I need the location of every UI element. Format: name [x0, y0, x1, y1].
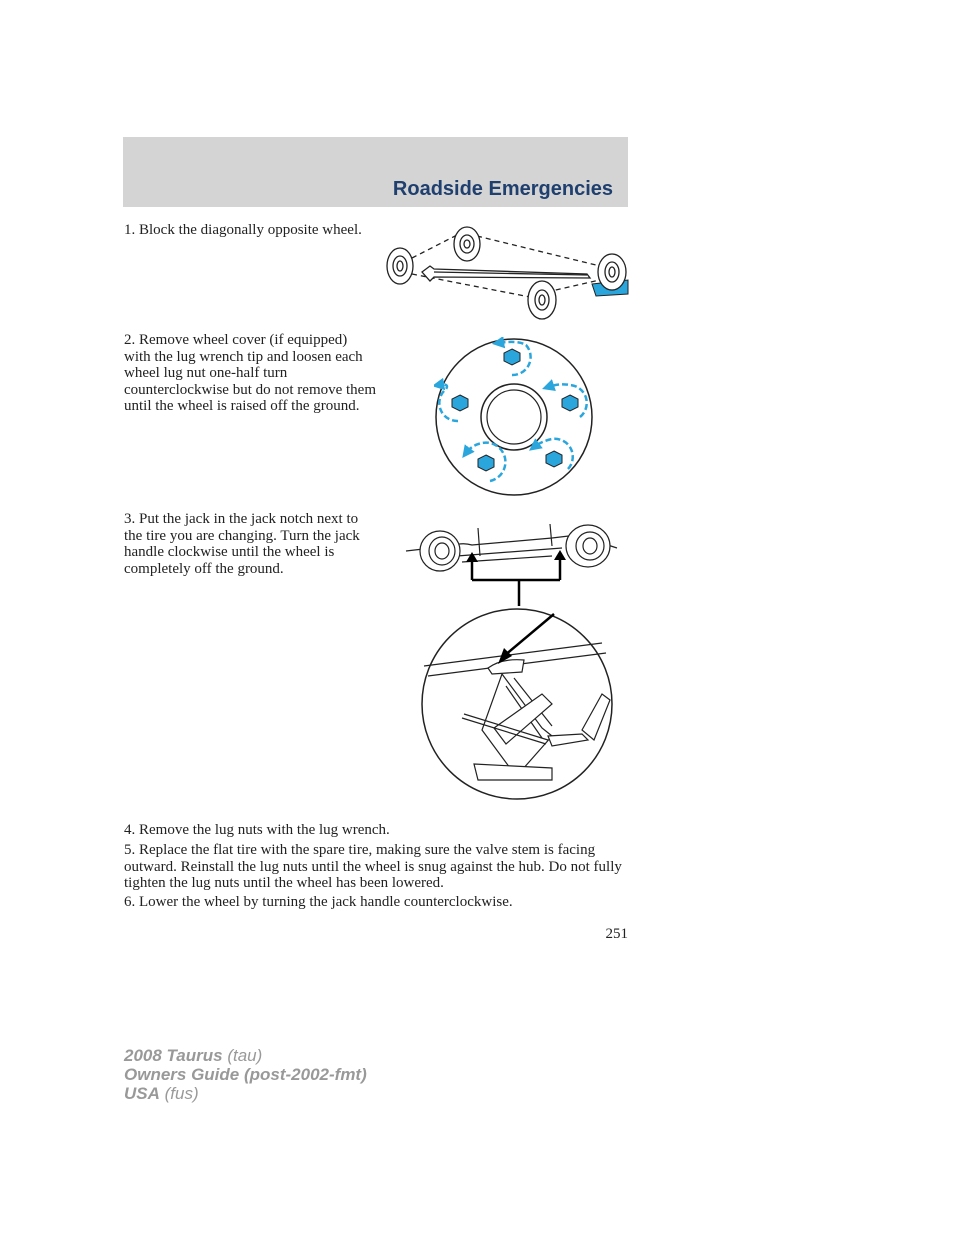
step-6-text: 6. Lower the wheel by turning the jack handle counterclockwise. — [124, 894, 513, 910]
step-2-text: 2. Remove wheel cover (if equipped) with the lug wrench tip and loosen each wheel lug nut one-half turn counterclockwise but do not remove them until the wheel is raised off the ground. — [124, 332, 377, 414]
block-wheel-illustration — [382, 222, 632, 324]
step-5-text: 5. Replace the flat tire with the spare tire, making sure the valve stem is facing outward. Reinstall the lug nuts until the wheel is snug against the hub. Do not fully tighten the lug nuts until the wheel has been lowered. — [124, 842, 622, 891]
footer-line-2: Owners Guide (post-2002-fmt) — [124, 1065, 367, 1084]
page-number: 251 — [605, 926, 628, 942]
step-4-text: 4. Remove the lug nuts with the lug wrench. — [124, 822, 390, 838]
footer-line-3: USA (fus) — [124, 1084, 199, 1103]
jack-position-illustration — [402, 518, 622, 810]
step-3-text: 3. Put the jack in the jack notch next to the tire you are changing. Turn the jack handle clockwise until the wheel is completely off the ground. — [124, 511, 360, 577]
step-1-text: 1. Block the diagonally opposite wheel. — [124, 222, 362, 238]
footer-line-1: 2008 Taurus (tau) — [124, 1046, 263, 1065]
document-footer — [124, 1046, 367, 1103]
section-header-band — [123, 137, 628, 207]
section-title: Roadside Emergencies — [392, 178, 613, 200]
lug-nut-wheel-illustration — [434, 337, 594, 497]
